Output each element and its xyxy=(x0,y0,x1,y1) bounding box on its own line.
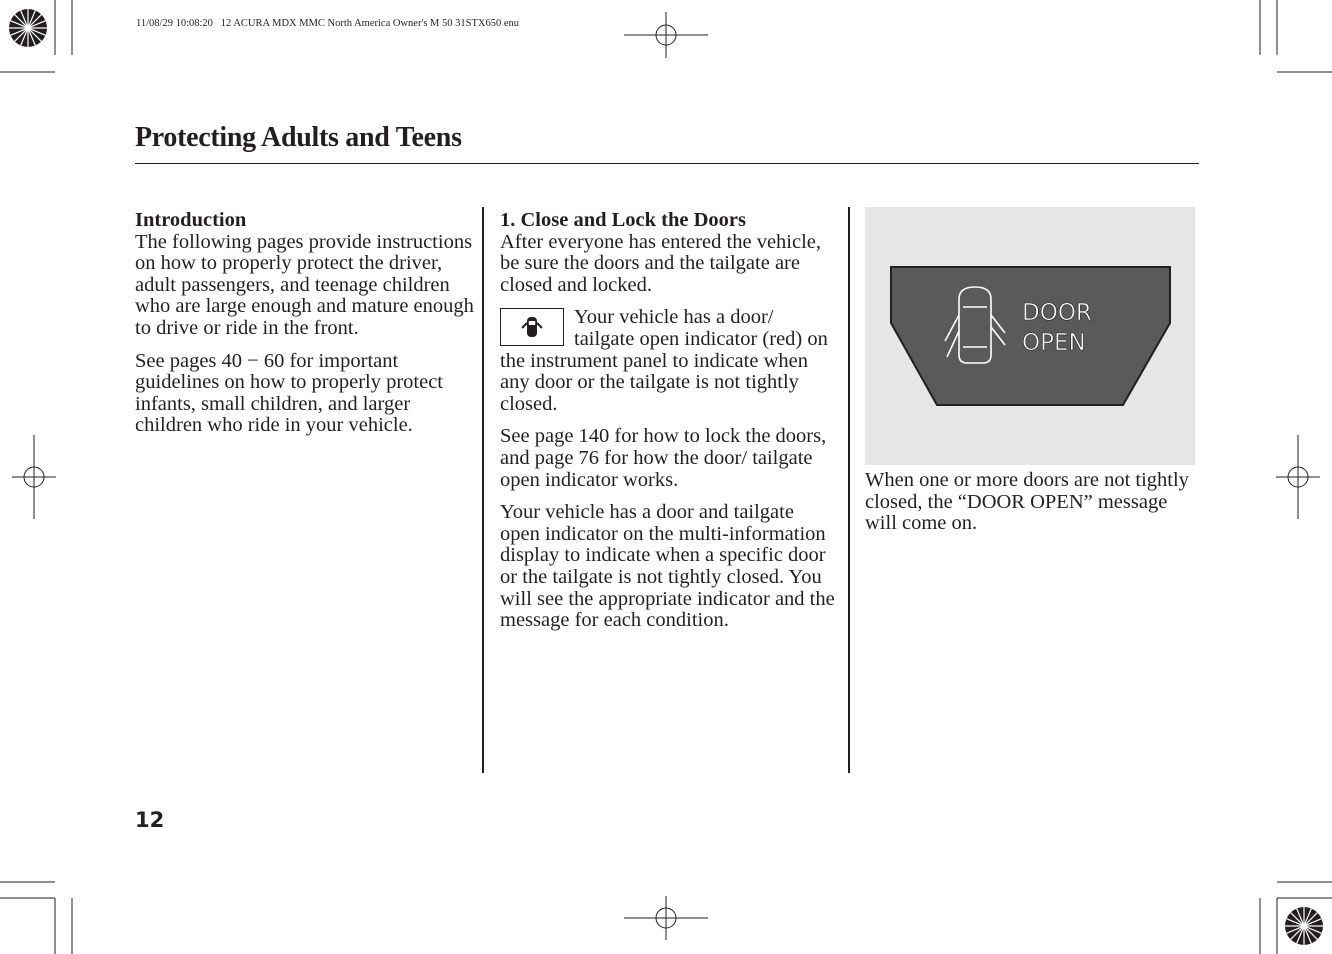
door-open-indicator-icon xyxy=(500,308,564,346)
display-line-door: DOOR xyxy=(1022,300,1092,326)
door-open-display-figure xyxy=(865,207,1195,465)
column-divider xyxy=(482,207,484,773)
introduction-section xyxy=(135,210,475,448)
introduction-paragraph: The following pages provide instructions on how to properly protect the driver, adult passengers, and teenage children who are large enough and mature enough to drive or ride in the front. xyxy=(135,230,474,339)
page-title: Protecting Adults and Teens xyxy=(135,122,462,153)
display-caption-section xyxy=(865,470,1195,546)
indicator-text: Your vehicle has a door/ tailgate open indicator (red) on the instrument panel to indicate when any door or the tailgate is not tightly closed. xyxy=(500,306,828,415)
guidelines-paragraph: See pages 40 − 60 for important guidelines on how to properly protect infants, small children, and larger children who ride in your vehicle. xyxy=(135,349,444,437)
introduction-heading: Introduction xyxy=(135,209,247,231)
indicator-paragraph xyxy=(500,307,835,415)
close-lock-heading: 1. Close and Lock the Doors xyxy=(500,209,747,231)
page-number: 12 xyxy=(135,808,165,832)
title-rule xyxy=(135,163,1199,164)
multi-info-paragraph: Your vehicle has a door and tailgate open indicator on the multi-information display to indicate when a specific door or the tailgate is not tightly closed. You will see the appropriate indicator and the message for each condition. xyxy=(500,501,835,632)
display-caption: When one or more doors are not tightly closed, the “DOOR OPEN” message will come on. xyxy=(865,469,1189,535)
close-lock-paragraph: After everyone has entered the vehicle, be sure the doors and the tailgate are closed and locked. xyxy=(500,230,822,296)
column-divider xyxy=(848,207,850,773)
lock-reference-paragraph: See page 140 for how to lock the doors, and page 76 for how the door/ tailgate open indicator works. xyxy=(500,425,827,491)
print-info: 11/08/29 10:08:20 12 ACURA MDX MMC North America Owner's M 50 31STX650 enu xyxy=(136,18,519,29)
display-line-open: OPEN xyxy=(1022,330,1086,356)
close-lock-section xyxy=(500,210,835,643)
